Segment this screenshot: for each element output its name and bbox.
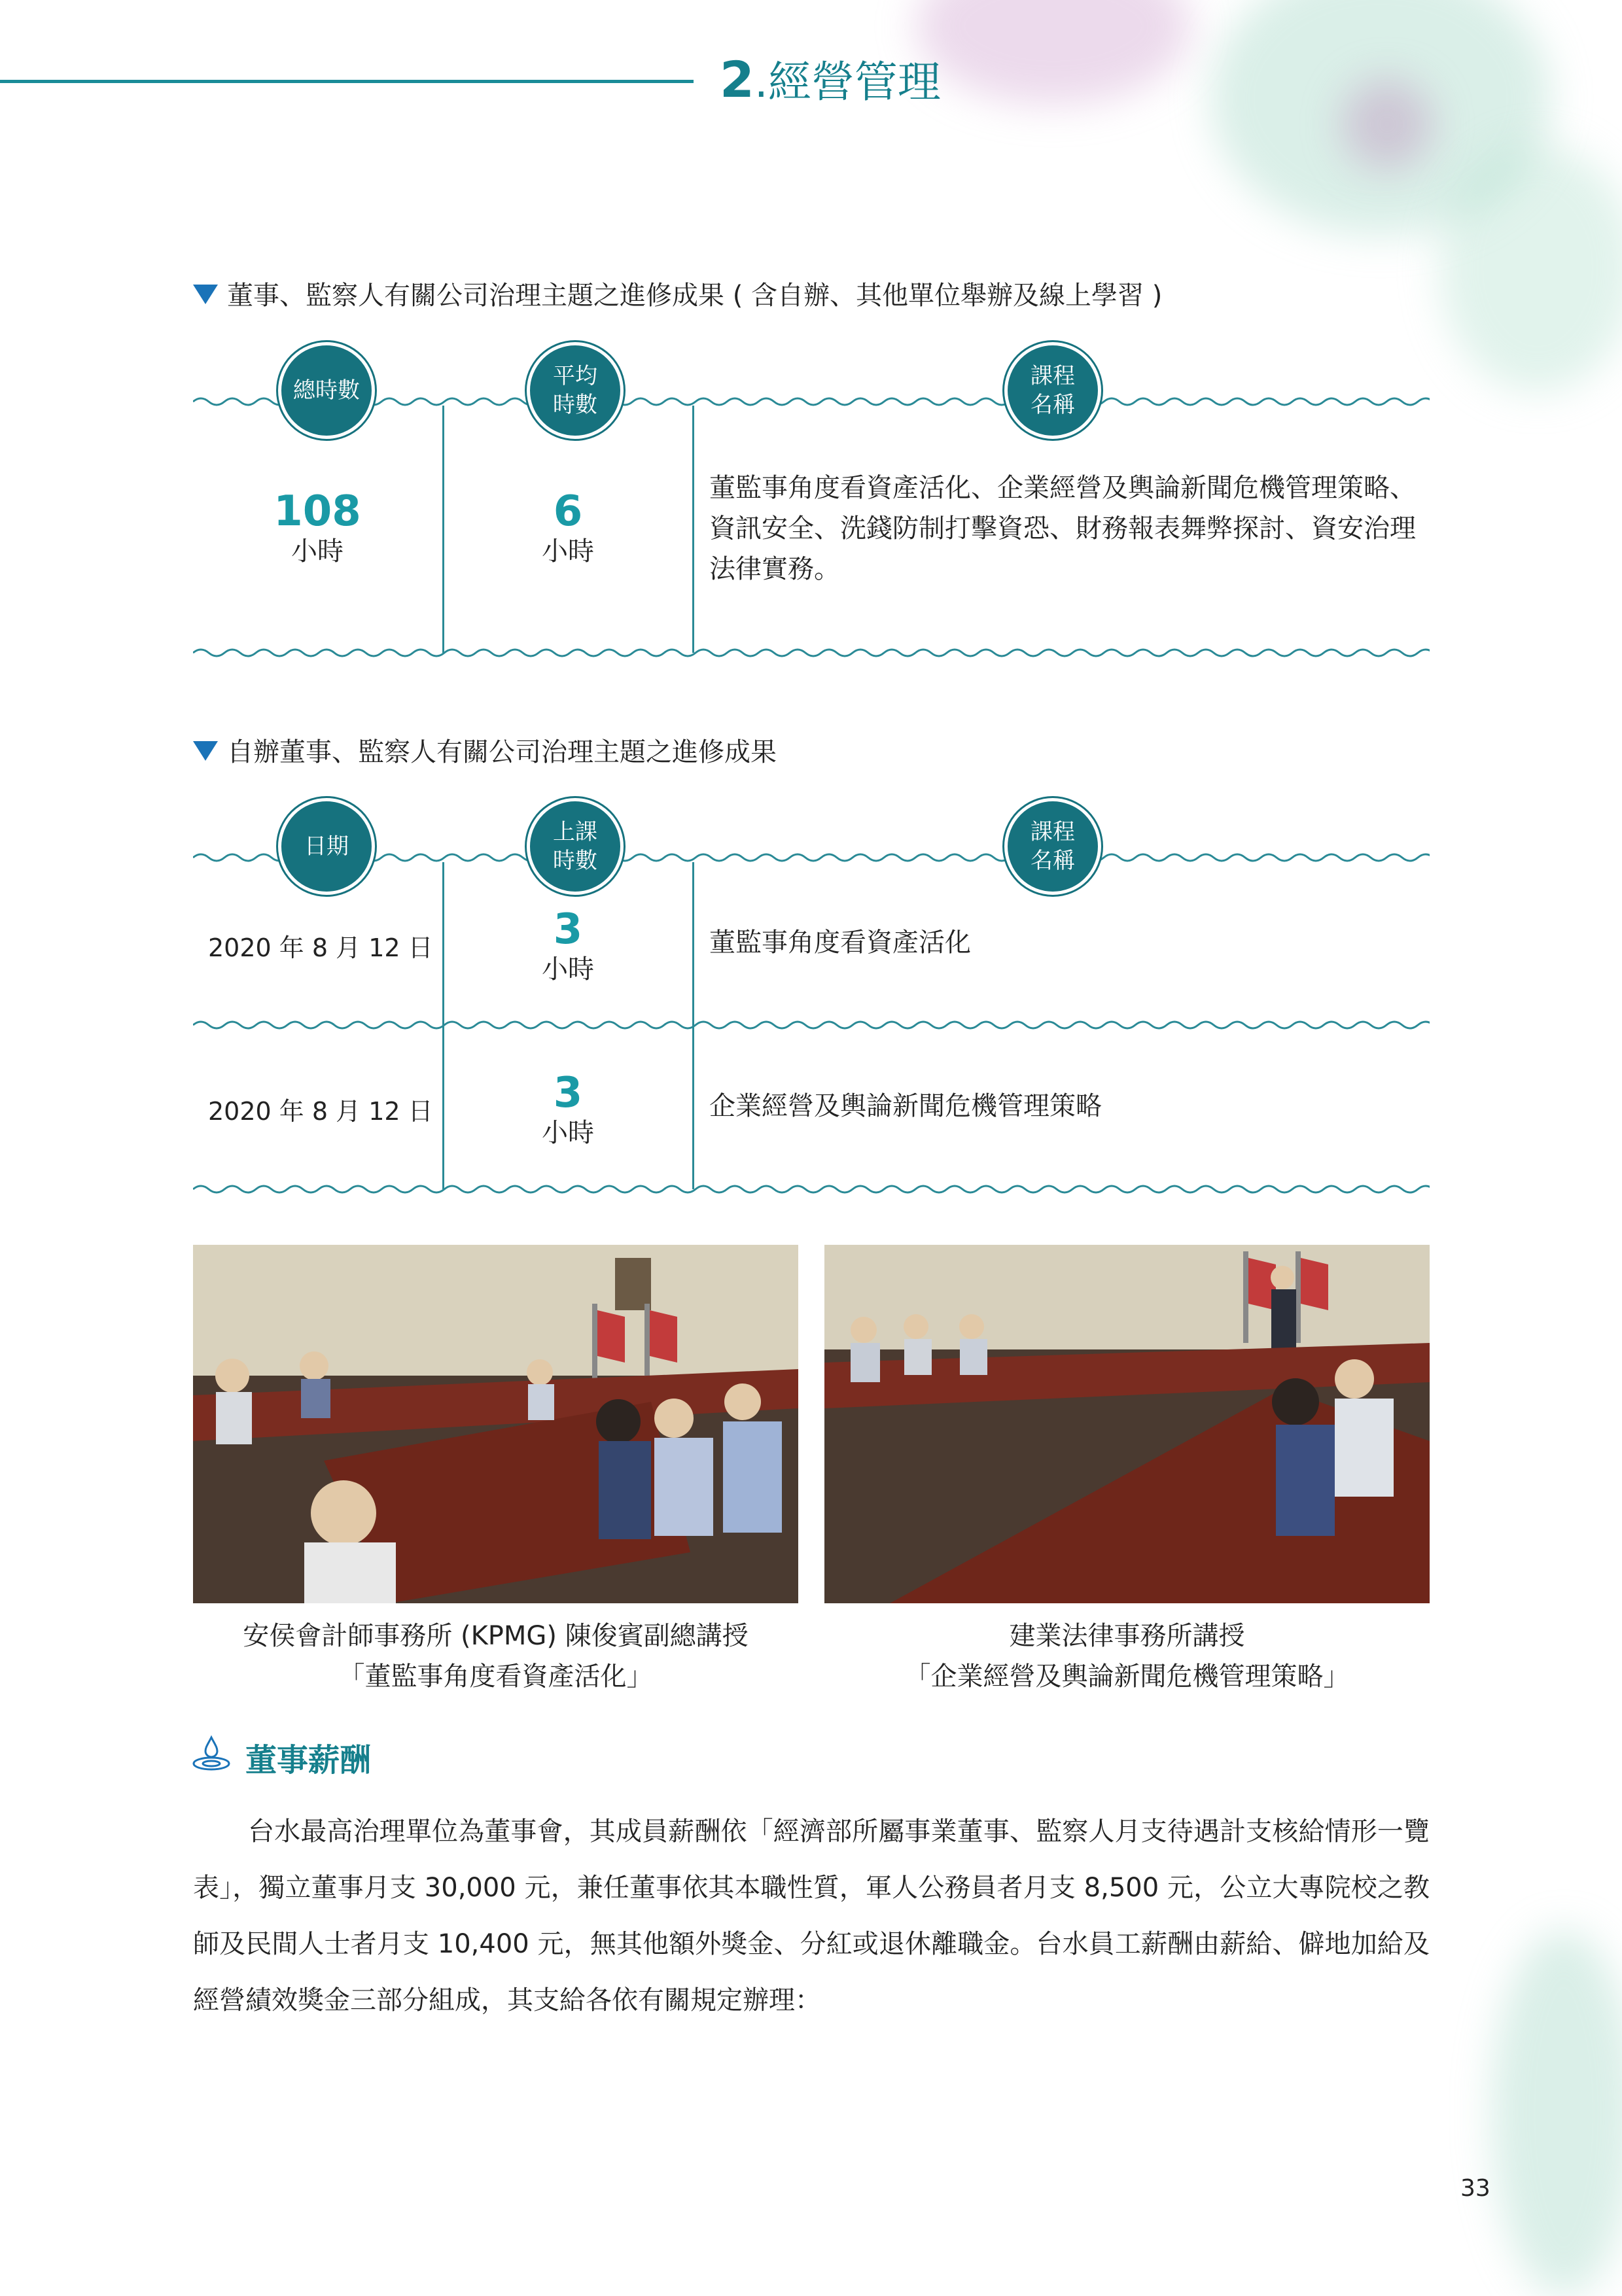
water-drop-icon [191, 1733, 232, 1777]
meeting-photo-lawfirm [824, 1245, 1430, 1603]
class-hours-value: 3 [553, 1069, 583, 1117]
wave-divider [193, 851, 1430, 864]
course-name: 企業經營及輿論新聞危機管理策略 [709, 1091, 1102, 1121]
header-label: 時數 [553, 848, 597, 874]
section2-title [193, 731, 777, 769]
watercolor-decoration [1341, 78, 1433, 170]
photo-caption-lawfirm [824, 1616, 1430, 1697]
course-name: 董監事角度看資產活化 [709, 928, 971, 958]
compensation-paragraph: 台水最高治理單位為董事會，其成員薪酬依「經濟部所屬事業董事、監察人月支待遇計支核給情形一覽表」，獨立董事月支 30,000 元，兼任董事依其本職性質，軍人公務員者月支 8,500 元，公立大專院校之教師及民間人士者月支 10,400 元，無其他額外獎金、分紅或退休離職金。台水員工薪酬由薪給、僻地加給及經營績效獎金三部分組成，其支給各依有關規定辦理： [193, 1817, 1430, 2015]
wave-divider [193, 646, 1430, 659]
caption-line: 安侯會計師事務所 (KPMG) 陳俊賓副總講授 [243, 1621, 749, 1651]
header-label: 課程 [1031, 819, 1075, 845]
course-names-cell: 董監事角度看資產活化、企業經營及輿論新聞危機管理策略、資訊安全、洗錢防制打擊資恐、財務報表舞弊探討、資安治理法律實務。 [709, 473, 1416, 584]
watercolor-decoration [1439, 144, 1622, 392]
header-label: 平均 [553, 363, 597, 389]
watercolor-decoration [916, 0, 1191, 105]
section1-title [193, 275, 1162, 312]
header-label: 名稱 [1031, 392, 1075, 418]
wave-divider [193, 1018, 1430, 1032]
header-label: 上課 [553, 819, 597, 845]
class-hours-cell [445, 906, 691, 986]
class-hours-value: 3 [553, 905, 583, 954]
meeting-photo-kpmg [193, 1245, 798, 1603]
header-circle-date [278, 798, 375, 895]
header-rule [0, 80, 694, 83]
meeting-room-image [824, 1245, 1430, 1603]
section1-title-text: 董事、監察人有關公司治理主題之進修成果 ( 含自辦、其他單位舉辦及線上學習 ) [227, 281, 1163, 311]
watercolor-decoration [1492, 1930, 1622, 2296]
header-circle-average-hours [527, 342, 624, 439]
header-label: 名稱 [1031, 848, 1075, 874]
header-label: 課程 [1031, 363, 1075, 389]
wave-divider [193, 1183, 1430, 1196]
photo-caption-kpmg [193, 1616, 798, 1697]
column-divider [692, 406, 694, 653]
meeting-room-image [193, 1245, 798, 1603]
header-label: 總時數 [293, 377, 360, 404]
header-label: 日期 [304, 833, 349, 860]
total-hours-cell [193, 488, 442, 568]
course-date: 2020 年 8 月 12 日 [208, 933, 433, 962]
class-hours-unit: 小時 [542, 954, 594, 984]
triangle-bullet-icon [193, 285, 218, 304]
chapter-number: 2 [720, 50, 754, 109]
page-number: 33 [1460, 2175, 1490, 2202]
compensation-heading: 董事薪酬 [245, 1742, 372, 1779]
header-circle-course-name [1004, 342, 1101, 439]
column-divider [442, 406, 444, 653]
chapter-title: .經營管理 [754, 57, 941, 107]
header-circle-total-hours [278, 342, 375, 439]
section2-title-text: 自辦董事、監察人有關公司治理主題之進修成果 [227, 737, 777, 767]
caption-line: 建業法律事務所講授 [1009, 1621, 1245, 1651]
total-hours-unit: 小時 [291, 536, 344, 566]
course-date: 2020 年 8 月 12 日 [208, 1097, 433, 1126]
class-hours-cell [445, 1070, 691, 1149]
header-circle-class-hours [527, 798, 624, 895]
triangle-bullet-icon [193, 741, 218, 761]
average-hours-cell [445, 488, 691, 568]
caption-line: 「企業經營及輿論新聞危機管理策略」 [904, 1661, 1350, 1692]
average-hours-value: 6 [553, 487, 583, 536]
wave-divider [193, 395, 1430, 408]
header-circle-course-name [1004, 798, 1101, 895]
class-hours-unit: 小時 [542, 1118, 594, 1148]
average-hours-unit: 小時 [542, 536, 594, 566]
header-label: 時數 [553, 392, 597, 418]
caption-line: 「董監事角度看資產活化」 [338, 1661, 653, 1692]
chapter-heading [720, 47, 941, 109]
total-hours-value: 108 [273, 487, 361, 536]
